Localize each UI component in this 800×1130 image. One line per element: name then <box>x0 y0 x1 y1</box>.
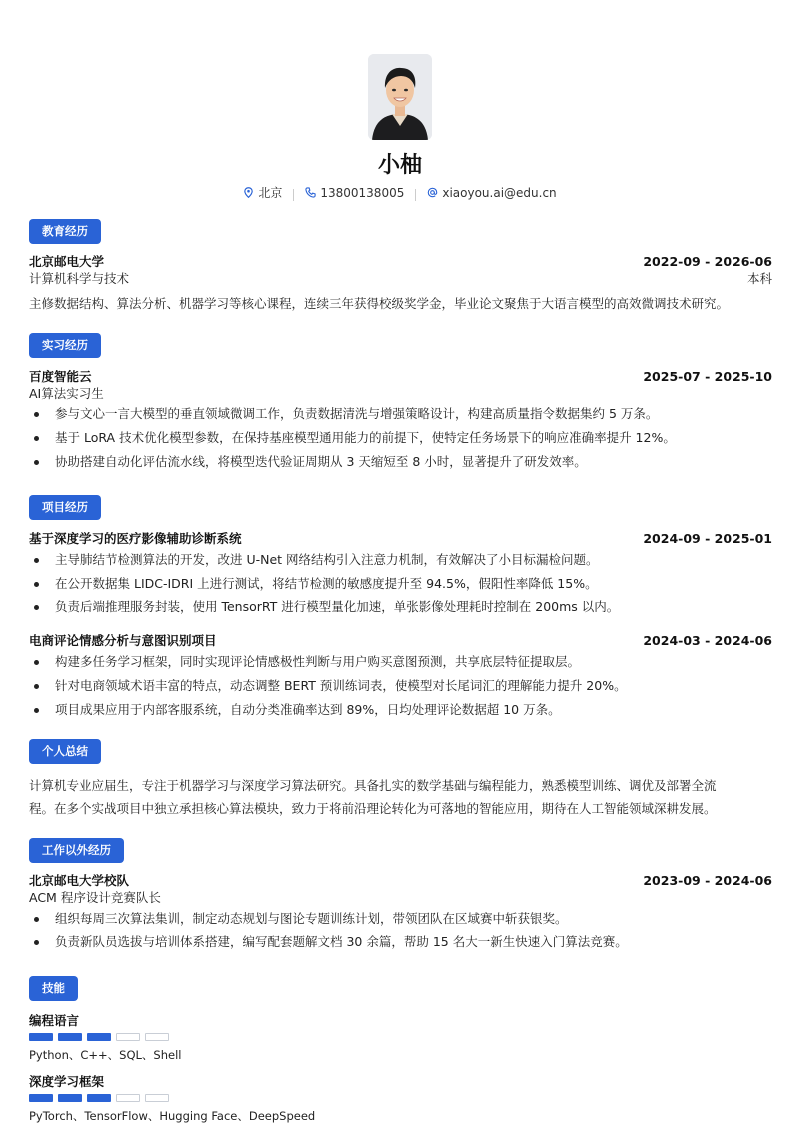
list-item <box>29 404 772 424</box>
summary-line-1: 计算机专业应届生，专注于机器学习与深度学习算法研究。具备扎实的数学基础与编程能力，熟悉模型训练、调优及部署全流 <box>29 778 717 793</box>
section-extra-title: 工作以外经历 <box>29 838 124 863</box>
education-subheader <box>29 270 772 288</box>
contact-divider <box>293 189 294 201</box>
education-degree: 本科 <box>746 271 772 286</box>
contact-phone-text: 13800138005 <box>320 185 405 200</box>
skill-label: 编程语言 <box>29 1013 80 1028</box>
bullet-text: 组织每周三次算法集训，制定动态规划与图论专题训练计划，带领团队在区域赛中斩获银奖。 <box>55 911 568 926</box>
bullet-text: 构建多任务学习框架，同时实现评论情感极性判断与用户购买意图预测，共享底层特征提取层。 <box>55 654 581 669</box>
list-item <box>29 700 772 720</box>
project-name: 电商评论情感分析与意图识别项目 <box>29 633 217 648</box>
candidate-name: 小柚 <box>377 153 422 178</box>
skill-bar-empty <box>145 1094 169 1102</box>
section-projects-title: 项目经历 <box>29 495 101 520</box>
extra-date: 2023-09 - 2024-06 <box>643 873 772 888</box>
bullet-dot <box>34 605 39 610</box>
phone-icon <box>305 187 316 198</box>
bullet-text: 基于 LoRA 技术优化模型参数，在保持基座模型通用能力的前提下，使特定任务场景下的响应准确率提升 12%。 <box>55 430 676 445</box>
education-school: 北京邮电大学 <box>29 254 105 269</box>
education-header <box>29 253 772 271</box>
skill-bar-filled <box>87 1033 111 1041</box>
skill-bar-filled <box>87 1094 111 1102</box>
extra-org: 北京邮电大学校队 <box>29 873 130 888</box>
bullet-text: 项目成果应用于内部客服系统，自动分类准确率达到 89%，日均处理评论数据超 10 万条。 <box>55 702 561 717</box>
bullet-dot <box>34 582 39 587</box>
list-item <box>29 428 772 448</box>
skill-label: 深度学习框架 <box>29 1074 105 1089</box>
list-item <box>29 909 772 929</box>
bullet-dot <box>34 708 39 713</box>
list-item <box>29 652 772 672</box>
skill-bar-empty <box>145 1033 169 1041</box>
email-icon <box>427 187 438 198</box>
section-education-title: 教育经历 <box>29 219 101 244</box>
skill-bar-filled <box>29 1033 53 1041</box>
education-date: 2022-09 - 2026-06 <box>643 254 772 269</box>
contact-location-text: 北京 <box>258 186 283 200</box>
skill-text: PyTorch、TensorFlow、Hugging Face、DeepSpeed <box>29 1109 316 1123</box>
skill-level-bars <box>29 1033 169 1041</box>
list-item <box>29 597 772 617</box>
list-item <box>29 574 772 594</box>
contact-bar <box>0 184 800 201</box>
contact-divider <box>415 189 416 201</box>
skill-bar-filled <box>58 1033 82 1041</box>
internship-header <box>29 368 772 386</box>
bullet-text: 针对电商领域术语丰富的特点，动态调整 BERT 预训练词表，使模型对长尾词汇的理解能力提升 20%。 <box>55 678 627 693</box>
list-item <box>29 452 772 472</box>
list-item <box>29 676 772 696</box>
skill-bar-filled <box>58 1094 82 1102</box>
bullet-dot <box>34 684 39 689</box>
bullet-text: 在公开数据集 LIDC-IDRI 上进行测试，将结节检测的敏感度提升至 94.5%，假阳性率降低 15%。 <box>55 576 598 591</box>
project-date: 2024-03 - 2024-06 <box>643 633 772 648</box>
bullet-dot <box>34 436 39 441</box>
contact-email[interactable] <box>427 186 556 200</box>
bullet-dot <box>34 558 39 563</box>
skill-bar-filled <box>29 1094 53 1102</box>
education-major: 计算机科学与技术 <box>29 271 130 286</box>
bullet-dot <box>34 412 39 417</box>
bullet-dot <box>34 917 39 922</box>
internship-company: 百度智能云 <box>29 369 92 384</box>
section-skills-title: 技能 <box>29 976 78 1001</box>
internship-subheader <box>29 385 772 403</box>
bullet-text: 负责后端推理服务封装，使用 TensorRT 进行模型量化加速，单张影像处理耗时控制在 200ms 以内。 <box>55 599 620 614</box>
bullet-dot <box>34 460 39 465</box>
bullet-text: 协助搭建自动化评估流水线，将模型迭代验证周期从 3 天缩短至 8 小时，显著提升了研发效率。 <box>55 454 587 469</box>
summary-line-2: 程。在多个实战项目中独立承担核心算法模块，致力于将前沿理论转化为可落地的智能应用，期待在人工智能领域深耕发展。 <box>29 801 717 816</box>
contact-phone[interactable] <box>305 186 404 200</box>
avatar-photo <box>368 54 432 140</box>
contact-location <box>243 184 282 201</box>
project-header <box>29 530 772 548</box>
education-description: 主修数据结构、算法分析、机器学习等核心课程，连续三年获得校级奖学金，毕业论文聚焦于大语言模型的高效微调技术研究。 <box>29 296 730 311</box>
skill-level-bars <box>29 1094 169 1102</box>
skill-bar-empty <box>116 1094 140 1102</box>
extra-role: ACM 程序设计竞赛队长 <box>29 890 161 905</box>
location-icon <box>243 187 254 198</box>
list-item <box>29 550 772 570</box>
section-summary-title: 个人总结 <box>29 739 101 764</box>
bullet-dot <box>34 660 39 665</box>
list-item <box>29 932 772 952</box>
internship-role: AI算法实习生 <box>29 386 104 401</box>
extra-subheader <box>29 889 772 907</box>
skill-bar-empty <box>116 1033 140 1041</box>
contact-email-text: xiaoyou.ai@edu.cn <box>442 185 557 200</box>
skill-text: Python、C++、SQL、Shell <box>29 1048 182 1062</box>
extra-header <box>29 872 772 890</box>
bullet-text: 负责新队员选拔与培训体系搭建，编写配套题解文档 30 余篇，帮助 15 名大一新生快速入门算法竞赛。 <box>55 934 628 949</box>
bullet-text: 主导肺结节检测算法的开发，改进 U-Net 网络结构引入注意力机制，有效解决了小目标漏检问题。 <box>55 552 599 567</box>
internship-date: 2025-07 - 2025-10 <box>643 369 772 384</box>
section-internship-title: 实习经历 <box>29 333 101 358</box>
project-header <box>29 632 772 650</box>
bullet-text: 参与文心一言大模型的垂直领域微调工作，负责数据清洗与增强策略设计，构建高质量指令数据集约 5 万条。 <box>55 406 659 421</box>
project-date: 2024-09 - 2025-01 <box>643 531 772 546</box>
avatar <box>368 54 432 140</box>
bullet-dot <box>34 940 39 945</box>
project-name: 基于深度学习的医疗影像辅助诊断系统 <box>29 531 242 546</box>
